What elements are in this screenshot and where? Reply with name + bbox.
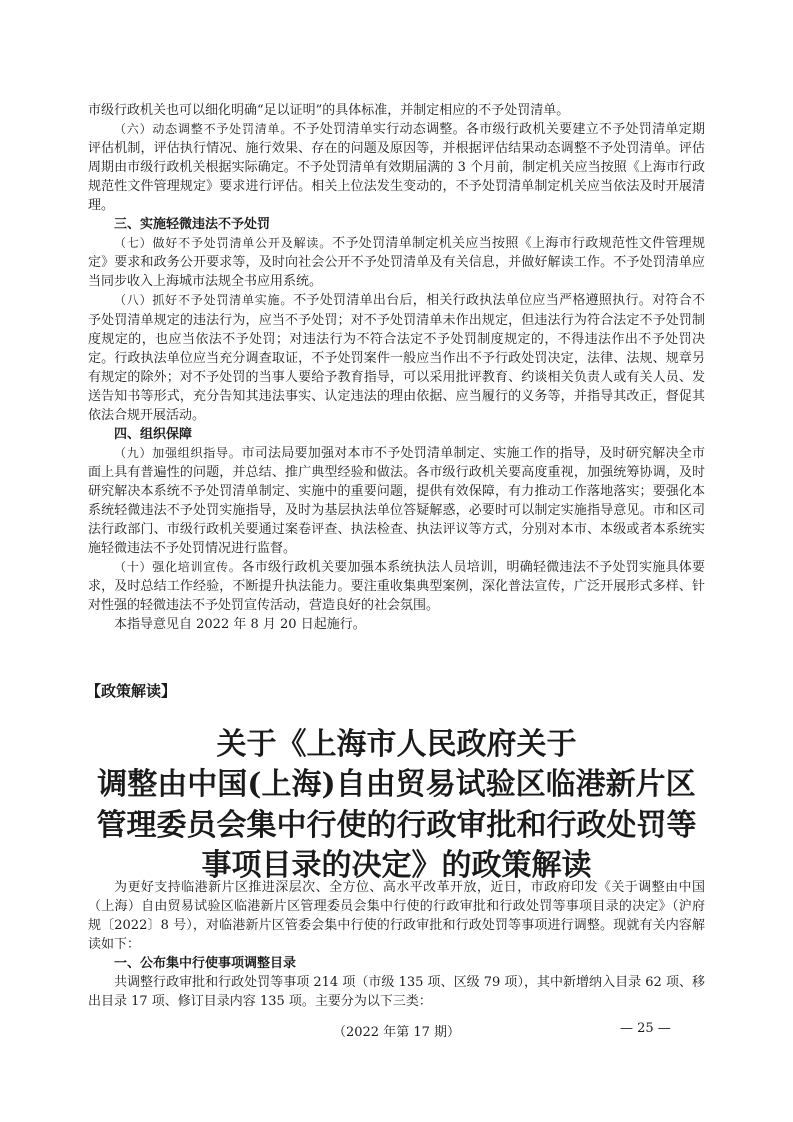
section-heading-1: 一、公布集中行使事项调整目录 (114, 956, 297, 972)
paragraph-body: 市司法局要加强对本市不予处罚清单制定、实施工作的指导，及时研究解决全市面上具有普遍性的问题，并总结、推广典型经验和做法。各市级行政机关要高度重视，加强统筹协调，及时研究解决本系统不予处罚清单制定、实施中的重要问题，提供有效保障，有力推动工作落地落实；要强化本系统轻微违法不予处罚实施指导，及时为基层执法单位答疑解惑，必要时可以制定实施指导意见。市和区司法行政部门、市级行政机关要通过案卷评查、执法检查、执法评议等方式，分别对本市、本级或者本系统实施轻微违法不予处罚情况进行监督。 (88, 445, 705, 557)
paragraph-7 (88, 234, 705, 291)
paragraph-lead: （十）强化培训宣传。 (114, 560, 242, 575)
paragraph-body: 不予处罚清单实行动态调整。各市级行政机关要建立不予处罚清单定期评估机制，评估执行情况、施行效果、存在的问题及原因等，并根据评估结果动态调整不予处罚清单。评估周期由市级行政机关根据实际确定。不予处罚清单有效期届满的 3 个月前，制定机关应当按照《上海市行政规范性文件管理规定》要求进行评估。相关上位法发生变动的，不予处罚清单制定机关应当依法及时开展清理。 (88, 122, 705, 214)
section-heading-4: 四、组织保障 (114, 426, 193, 442)
section-tag: 【政策解读】 (86, 682, 177, 700)
issue-label: （2022 年第 17 期） (332, 1025, 461, 1040)
intro-paragraph: 为更好支持临港新片区推进深层次、全方位、高水平改革开放，近日，市政府印发《关于调整由中国（上海）自由贸易试验区临港新片区管理委员会集中行使的行政审批和行政处罚等事项目录的决定》（沪府规〔2022〕8 号），对临港新片区管委会集中行使的行政审批和行政处罚等事项进行调整。现就有关内容解读如下： (88, 880, 705, 953)
paragraph-lead: （七）做好不予处罚清单公开及解读。 (114, 236, 333, 251)
paragraph-body: 不予处罚清单出台后，相关行政执法单位应当严格遵照执行。对符合不予处罚清单规定的违法行为，应当不予处罚；对不予处罚清单未作出规定，但违法行为符合法定不予处罚制度规定的，也应当依法不予处罚；对违法行为不符合法定不予处罚制度规定的，不得违法作出不予处罚决定。行政执法单位应当充分调查取证，不予处罚案件一般应当作出不予行政处罚决定，法律、法规、规章另有规定的除外；对不予处罚的当事人要给予教育指导，可以采用批评教育、约谈相关负责人或有关人员、发送告知书等形式，充分告知其违法事实、认定违法的理由依据、应当履行的义务等，并指导其改正，督促其依法合规开展活动。 (88, 293, 705, 423)
paragraph-lead: （九）加强组织指导。 (114, 445, 242, 460)
section-heading-3: 三、实施轻微违法不予处罚 (114, 217, 271, 233)
paragraph-10 (88, 558, 705, 615)
paragraph-body: 不予处罚清单制定机关应当按照《上海市行政规范性文件管理规定》要求和政务公开要求等，及时向社会公开不予处罚清单及有关信息，并做好解读工作。不予处罚清单应当同步收入上海城市法规全书应用系统。 (88, 236, 705, 290)
paragraph-8 (88, 291, 705, 424)
title-line: 关于《上海市人民政府关于 (216, 727, 577, 762)
page-number: — 25 — (620, 1021, 671, 1036)
paragraph: 共调整行政审批和行政处罚等事项 214 项（市级 135 项、区级 79 项），其中新增纳入目录 62 项、移出目录 17 项、修订目录内容 135 项。主要分为以下三类： (88, 975, 705, 1010)
paragraph-9 (88, 444, 705, 558)
effective-date-paragraph: 本指导意见自 2022 年 8 月 20 日起施行。 (114, 617, 366, 633)
paragraph-lead: （八）抓好不予处罚清单实施。 (114, 293, 294, 308)
paragraph-body: 各市级行政机关要加强本系统执法人员培训，明确轻微违法不予处罚实施具体要求，及时总结工作经验，不断提升执法能力。要注重收集典型案例，深化普法宣传，广泛开展形式多样、针对性强的轻微违法不予处罚宣传活动，营造良好的社会氛围。 (88, 560, 705, 614)
title-line: 管理委员会集中行使的行政审批和行政处罚等 (96, 807, 697, 843)
paragraph: 市级行政机关也可以细化明确“足以证明”的具体标准，并制定相应的不予处罚清单。 (88, 103, 570, 118)
paragraph-6 (88, 120, 705, 215)
title-line: 调整由中国(上海)自由贸易试验区临港新片区 (97, 767, 696, 803)
policy-text-part1 (88, 101, 705, 634)
policy-text-part2 (88, 878, 705, 1011)
paragraph-lead: （六）动态调整不予处罚清单。 (114, 122, 294, 137)
article-title (88, 725, 705, 886)
title-line: 事项目录的决定》的政策解读 (201, 847, 592, 883)
